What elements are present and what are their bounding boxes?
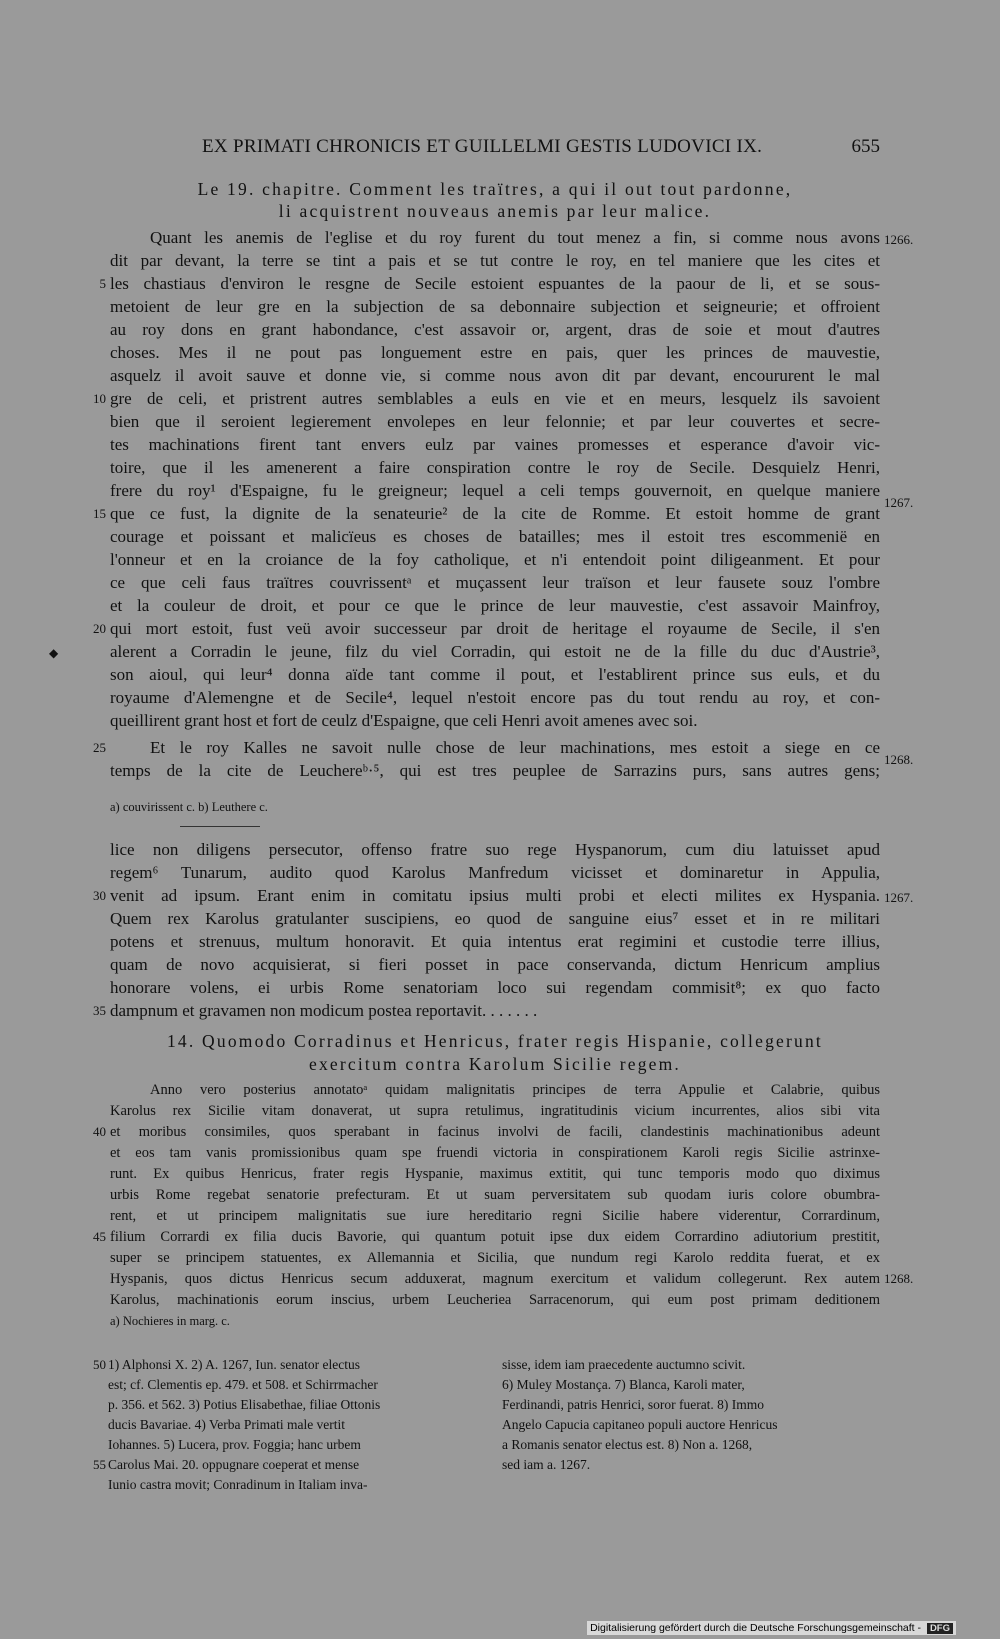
latin-small-line: super se principem statuentes, ex Allemannia et Sicilia, que nundum regi Karolo reddita fuerat, et ex [110, 1250, 880, 1266]
french-line: metoient de leur gre en la subjection de sa debonnaire subjection et seigneurie; et offroient [110, 297, 880, 316]
french-line: choses. Mes il ne pout pas longuement estre en pais, quer les princes de mauvestie, [110, 343, 880, 362]
french-line: au roy dons en grant habondance, c'est assavoir or, argent, dras de soie et mout d'autres [110, 320, 880, 339]
line-number: 20 [93, 621, 106, 636]
french-line: asquelz il avoit sauve et donne vie, si comme nous avon dit par devant, encoururent le mal [110, 366, 880, 385]
footnote-line: 1) Alphonsi X. 2) A. 1267, Iun. senator electus [108, 1357, 360, 1372]
margin-year: 1267. [884, 495, 914, 510]
french-line: alerent a Corradin le jeune, filz du viel Corradin, qui estoit ne de la fille du duc d'Austrie³, [110, 642, 880, 661]
french-line: Et le roy Kalles ne savoit nulle chose de leur machinations, mes estoit a siege en ce [150, 738, 880, 757]
latin-small-line: runt. Ex quibus Henricus, frater regis Hyspanie, maximus extitit, qui tunc temporis modo quo diximus [110, 1166, 880, 1182]
line-number: 10 [93, 391, 106, 406]
french-line: que ce fust, la dignite de la senateurie² de la cite de Romme. Et estoit homme de grant [110, 504, 880, 523]
latin-variant-note: a) Nochieres in marg. c. [110, 1314, 230, 1328]
latin-small-line: Karolus, machinationis eorum inscius, urbem Leucheriea Sarracenorum, qui eum post primam deditionem [110, 1292, 880, 1308]
margin-year: 1266. [884, 232, 914, 247]
latin-small-line: rent, et ut principem malignitatis sue iure hereditario regni Sicilie habere viderentur, Corrardinum, [110, 1208, 880, 1224]
funding-footer [587, 1621, 956, 1635]
french-line: ce que celi faus traïtres couvrissentᵃ et muçassent leur traïson et leur fausete souz l'ombre [110, 573, 880, 592]
line-number: 40 [93, 1124, 106, 1139]
french-line: royaume d'Alemengne et de Secile⁴, lequel n'estoit encore pas du tout rendu au roy, et con- [110, 688, 880, 707]
french-variant-notes: a) couvirissent c. b) Leuthere c. [110, 800, 268, 814]
section-heading-line-1: 14. Quomodo Corradinus et Henricus, frater regis Hispanie, collegerunt [166, 1031, 823, 1051]
chapter-heading-line-1: Le 19. chapitre. Comment les traïtres, a qui il out tout pardonne, [197, 179, 793, 199]
french-line: tes machinations firent tant envers eulz par vaines promesses et esperance d'avoir vic- [110, 435, 880, 454]
french-line: les chastiaus d'environ le resgne de Secile estoient espuantes de la paour de li, et se sous- [110, 274, 880, 293]
latin-small-line: et moribus consimiles, quos sperabant in facinus involvi de facili, clandestinis machinationibus adeunt [110, 1124, 880, 1140]
french-line: et la couleur de droit, et pour ce que le prince de leur mauvestie, c'est assavoir Mainfroy, [110, 596, 880, 615]
footnote-line: ducis Bavariae. 4) Verba Primati male vertit [108, 1417, 346, 1432]
footnote-line: Angelo Capucia capitaneo populi auctore Henricus [502, 1417, 778, 1432]
footnote-line: sed iam a. 1267. [502, 1457, 591, 1472]
line-number: 30 [93, 888, 106, 903]
separator-rule [180, 826, 260, 827]
margin-year: 1268. [884, 1271, 914, 1286]
french-line: l'onneur et en la croiance de la foy catholique, et n'i entendoit point diligeanment. Et pour [110, 550, 880, 569]
page-number: 655 [851, 136, 880, 157]
dfg-logo: DFG [927, 1623, 953, 1634]
footnote-line: Carolus Mai. 20. oppugnare coeperat et mense [108, 1457, 360, 1472]
footnote-line: Ferdinandi, patris Henrici, soror fuerat. 8) Immo [502, 1397, 765, 1412]
line-number: 35 [93, 1003, 106, 1018]
line-number: 5 [99, 276, 106, 291]
latin-line: dampnum et gravamen non modicum postea reportavit. . . . . . . [110, 1001, 538, 1020]
footnote-line: Iohannes. 5) Lucera, prov. Foggia; hanc urbem [108, 1437, 361, 1452]
french-line: courage et poissant et malicïeus es choses de batailles; mes il estoit tres escommenië en [110, 527, 880, 546]
running-title: EX PRIMATI CHRONICIS ET GUILLELMI GESTIS LUDOVICI IX. [202, 136, 763, 157]
french-line: queillirent grant host et fort de ceulz d'Espaigne, que celi Henri avoit amenes avec soi. [110, 711, 698, 730]
footnote-line: sisse, idem iam praecedente auctumno scivit. [502, 1357, 746, 1372]
latin-line: honorare volens, ei urbis Rome senatoriam loco sui regendam commisit⁸; ex quo facto [110, 978, 880, 997]
footnote-line: Iunio castra movit; Conradinum in Italiam inva- [108, 1477, 368, 1492]
latin-line: regem⁶ Tunarum, audito quod Karolus Manfredum vicisset et dominaretur in Appulia, [110, 863, 880, 882]
margin-year: 1268. [884, 752, 914, 767]
footnote-line: a Romanis senator electus est. 8) Non a. 1268, [502, 1437, 753, 1452]
latin-line: quam de novo acquisierat, si fieri posset in pace conservanda, dictum Henricum amplius [110, 955, 880, 974]
french-line: son aioul, qui leur⁴ donna aïde tant comme il pout, et l'establirent prince sus euls, et du [110, 665, 880, 684]
line-number: 55 [93, 1457, 106, 1472]
french-line: dit par devant, la terre se tint a pais et se tut contre le roy, en tel maniere que les cites et [110, 251, 880, 270]
latin-line: venit ad ipsum. Erant enim in comitatu ipsius multi probi et electi milites ex Hyspania. [110, 886, 880, 905]
latin-line: potens et strenuus, multum honoravit. Et quia intentus erat regimini et custodie terre illius, [110, 932, 880, 951]
french-line: qui mort estoit, fust veü avoir successeur par droit de heritage el royaume de Secile, il s'en [110, 619, 880, 638]
footnote-line: est; cf. Clementis ep. 479. et 508. et Schirrmacher [108, 1377, 378, 1392]
latin-line: Quem rex Karolus gratulanter suscipiens, eo quod de sanguine eius⁷ esset et in re militari [110, 909, 880, 928]
latin-small-line: Karolus rex Sicilie vitam donaverat, ut supra retulimus, ingratitudinis vicium incurrentes, alios sibi vita [110, 1103, 880, 1119]
latin-small-line: filium Corrardi ex filia ducis Bavorie, qui quantum potuit ipse dux eidem Corrardino adiutorium prestitit, [110, 1229, 880, 1245]
french-line: temps de la cite de Leuchereᵇ·⁵, qui est tres peuplee de Sarrazins purs, sans autres gens; [110, 761, 880, 780]
latin-small-line: et eos tam vanis promissionibus quam spe fruendi victoria in conspirationem Karoli regis Sicilie astrinxe- [110, 1145, 880, 1161]
french-line: gre de celi, et pristrent autres semblables a euls en vie et en meurs, lesquelz ils savoient [110, 389, 880, 408]
french-line: bien que il seroient legierement envolepes en leur felonnie; et par leur couvertes et secre- [110, 412, 880, 431]
margin-mark-icon: ◆ [49, 646, 59, 660]
footer-text: Digitalisierung gefördert durch die Deutsche Forschungsgemeinschaft - [590, 1622, 922, 1634]
latin-small-line: Anno vero posterius annotatoᵃ quidam malignitatis principes de terra Appulie et Calabrie, quibus [150, 1082, 880, 1098]
latin-small-line: urbis Rome regebat senatorie prefecturam. Et ut suam perversitatem sub quodam iuris colore obumbra- [110, 1187, 880, 1203]
section-heading-line-2: exercitum contra Karolum Sicilie regem. [308, 1054, 681, 1074]
chapter-heading-line-2: li acquistrent nouveaus anemis par leur malice. [278, 201, 712, 221]
line-number: 45 [93, 1229, 106, 1244]
french-line: frere du roy¹ d'Espaigne, fu le greigneur; lequel a celi temps gouvernoit, en quelque maniere [110, 481, 880, 500]
french-line: Quant les anemis de l'eglise et du roy furent du tout menez a fin, si comme nous avons [150, 228, 880, 247]
line-number: 25 [93, 740, 106, 755]
french-line: toire, que il les amenerent a faire conspiration contre le roy de Secile. Desquielz Henri, [110, 458, 880, 477]
line-number: 50 [93, 1357, 106, 1372]
latin-small-line: Hyspanis, quos dictus Henricus secum adduxerat, magnum exercitum et validum collegerunt. Rex autem [110, 1271, 880, 1287]
footnote-line: p. 356. et 562. 3) Potius Elisabethae, filiae Ottonis [108, 1397, 381, 1412]
line-number: 15 [93, 506, 106, 521]
footnote-line: 6) Muley Mostança. 7) Blanca, Karoli mater, [502, 1377, 745, 1392]
latin-line: lice non diligens persecutor, offenso fratre suo rege Hyspanorum, cum diu latuisset apud [110, 840, 880, 859]
page-header [110, 136, 880, 162]
margin-year: 1267. [884, 890, 914, 905]
